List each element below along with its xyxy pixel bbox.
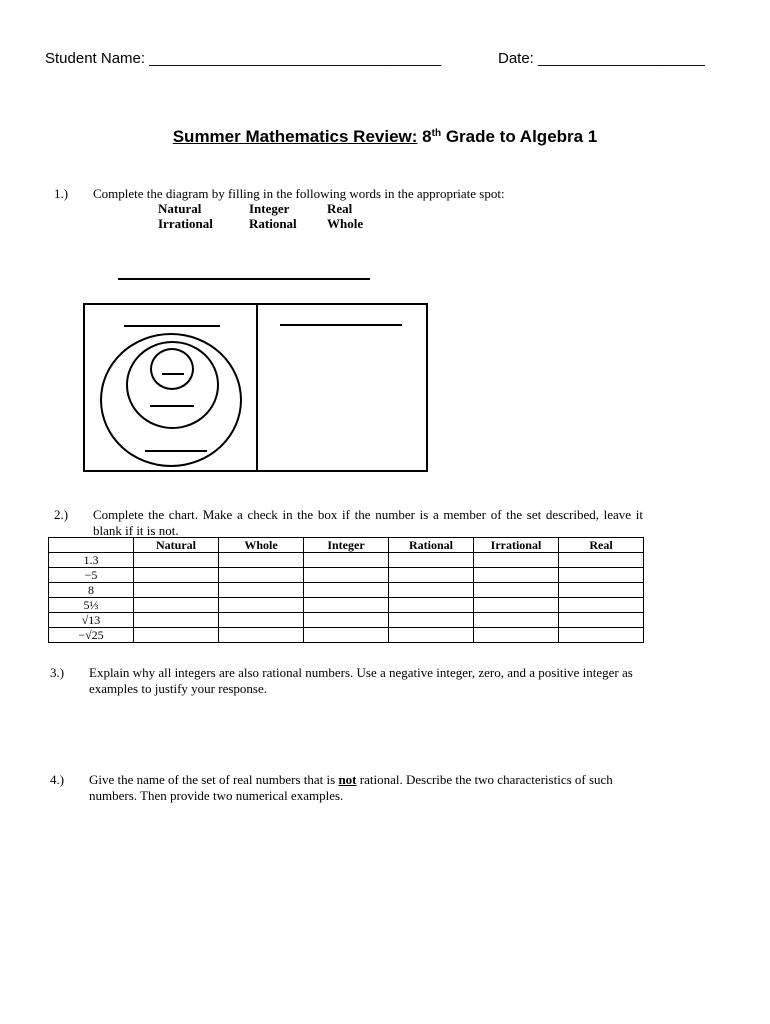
check-cell[interactable] bbox=[219, 583, 304, 598]
check-cell[interactable] bbox=[134, 553, 219, 568]
col-integer: Integer bbox=[304, 538, 389, 553]
check-cell[interactable] bbox=[304, 598, 389, 613]
check-cell[interactable] bbox=[304, 553, 389, 568]
q4-text-before: Give the name of the set of real numbers that is bbox=[89, 772, 339, 787]
check-cell[interactable] bbox=[559, 568, 644, 583]
blank-natural[interactable] bbox=[162, 373, 184, 375]
col-rational: Rational bbox=[389, 538, 474, 553]
table-row bbox=[49, 598, 644, 613]
check-cell[interactable] bbox=[559, 553, 644, 568]
number-set-chart bbox=[48, 537, 644, 643]
irrational-box bbox=[256, 303, 428, 472]
check-cell[interactable] bbox=[134, 583, 219, 598]
col-natural: Natural bbox=[134, 538, 219, 553]
title-grade-num: 8 bbox=[422, 127, 432, 146]
row-label: √13 bbox=[49, 613, 134, 628]
col-whole: Whole bbox=[219, 538, 304, 553]
check-cell[interactable] bbox=[389, 568, 474, 583]
check-cell[interactable] bbox=[389, 628, 474, 643]
check-cell[interactable] bbox=[474, 598, 559, 613]
check-cell[interactable] bbox=[389, 598, 474, 613]
check-cell[interactable] bbox=[304, 613, 389, 628]
check-cell[interactable] bbox=[134, 598, 219, 613]
check-cell[interactable] bbox=[134, 628, 219, 643]
student-name-line bbox=[45, 50, 441, 67]
natural-circle bbox=[150, 348, 194, 390]
table-row bbox=[49, 583, 644, 598]
check-cell[interactable] bbox=[474, 628, 559, 643]
check-cell[interactable] bbox=[304, 583, 389, 598]
blank-irrational[interactable] bbox=[280, 324, 402, 326]
check-cell[interactable] bbox=[304, 568, 389, 583]
title-rest: Grade to Algebra 1 bbox=[445, 127, 598, 146]
student-name-blank[interactable]: ___________________________________ bbox=[149, 50, 442, 67]
check-cell[interactable] bbox=[559, 628, 644, 643]
date-blank[interactable]: ____________________ bbox=[538, 50, 705, 67]
date-line bbox=[498, 50, 705, 67]
row-label: −5 bbox=[49, 568, 134, 583]
row-label: 8 bbox=[49, 583, 134, 598]
check-cell[interactable] bbox=[559, 613, 644, 628]
check-cell[interactable] bbox=[219, 553, 304, 568]
check-cell[interactable] bbox=[389, 613, 474, 628]
chart-header-row bbox=[49, 538, 644, 553]
check-cell[interactable] bbox=[219, 613, 304, 628]
row-label: −√25 bbox=[49, 628, 134, 643]
title-grade-sup: th bbox=[431, 128, 442, 139]
blank-whole[interactable] bbox=[150, 405, 194, 407]
chart-corner-cell bbox=[49, 538, 134, 553]
table-row bbox=[49, 628, 644, 643]
blank-rational[interactable] bbox=[124, 325, 220, 327]
check-cell[interactable] bbox=[474, 553, 559, 568]
word-real: Real bbox=[327, 201, 353, 216]
q2-number: 2.) bbox=[54, 507, 69, 522]
check-cell[interactable] bbox=[559, 598, 644, 613]
title-main: Summer Mathematics Review: bbox=[172, 127, 418, 146]
check-cell[interactable] bbox=[219, 568, 304, 583]
check-cell[interactable] bbox=[134, 568, 219, 583]
date-label: Date: bbox=[498, 50, 534, 67]
q4-text bbox=[89, 772, 641, 804]
check-cell[interactable] bbox=[389, 583, 474, 598]
blank-real[interactable] bbox=[118, 278, 370, 280]
word-integer: Integer bbox=[249, 201, 290, 216]
check-cell[interactable] bbox=[219, 598, 304, 613]
student-name-label: Student Name: bbox=[45, 50, 146, 67]
word-natural: Natural bbox=[158, 201, 202, 216]
check-cell[interactable] bbox=[474, 568, 559, 583]
col-real: Real bbox=[559, 538, 644, 553]
q1-text: Complete the diagram by filling in the following words in the appropriate spot: bbox=[93, 186, 505, 201]
col-irrational: Irrational bbox=[474, 538, 559, 553]
q4-text-emph: not bbox=[338, 772, 357, 787]
word-whole: Whole bbox=[327, 216, 364, 231]
table-row bbox=[49, 568, 644, 583]
check-cell[interactable] bbox=[219, 628, 304, 643]
q1-number: 1.) bbox=[54, 186, 69, 201]
row-label: 5⅓ bbox=[49, 598, 134, 613]
q4-text-after: rational. Describe the two characteristics of such numbers. Then provide two numerical examples. bbox=[89, 772, 613, 803]
q3-text: Explain why all integers are also rational numbers. Use a negative integer, zero, and a positive integer as examples to justify your response. bbox=[89, 665, 633, 696]
q3-number: 3.) bbox=[50, 665, 65, 680]
word-irrational: Irrational bbox=[158, 216, 213, 231]
check-cell[interactable] bbox=[389, 553, 474, 568]
blank-integer[interactable] bbox=[145, 450, 207, 452]
table-row bbox=[49, 613, 644, 628]
check-cell[interactable] bbox=[559, 583, 644, 598]
word-rational: Rational bbox=[249, 216, 297, 231]
q2-text: Complete the chart. Make a check in the box if the number is a member of the set described, leave it blank if it is not. bbox=[93, 507, 643, 538]
row-label: 1.3 bbox=[49, 553, 134, 568]
check-cell[interactable] bbox=[134, 613, 219, 628]
check-cell[interactable] bbox=[474, 583, 559, 598]
check-cell[interactable] bbox=[474, 613, 559, 628]
check-cell[interactable] bbox=[304, 628, 389, 643]
page-title bbox=[0, 127, 770, 147]
table-row bbox=[49, 553, 644, 568]
q4-number: 4.) bbox=[50, 772, 65, 787]
